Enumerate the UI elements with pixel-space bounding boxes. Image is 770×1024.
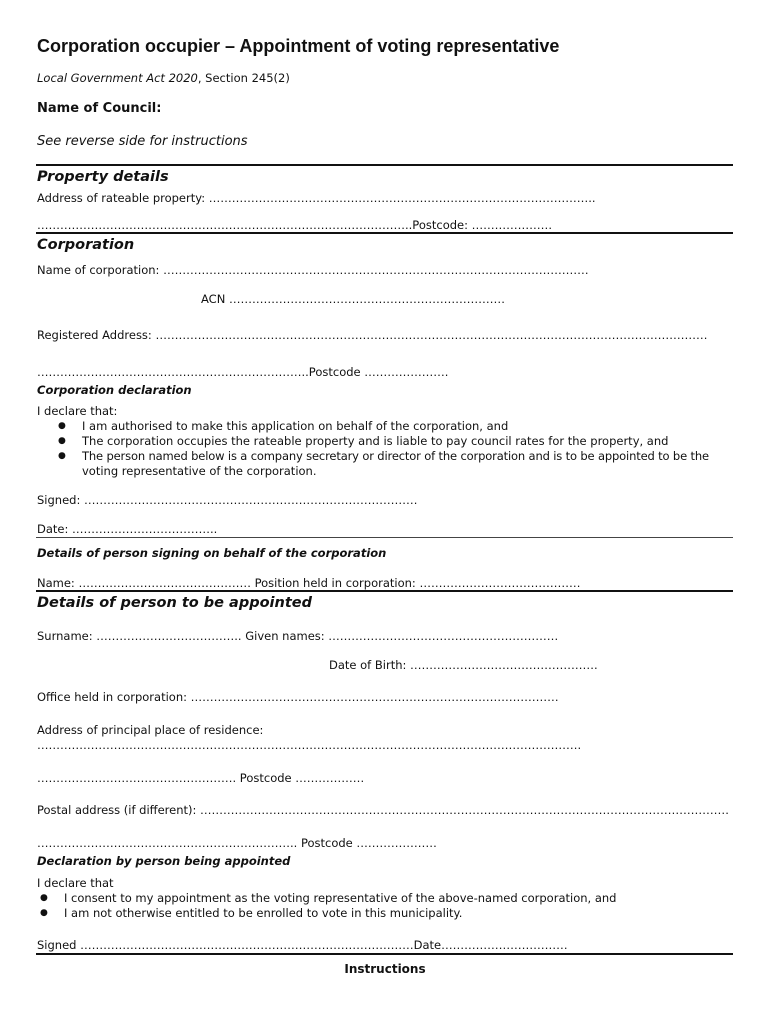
act-reference	[37, 71, 290, 85]
date-of-birth-field[interactable]: Date of Birth: ………………………………………….	[329, 658, 598, 672]
divider	[36, 232, 733, 234]
list-item-continuation	[62, 464, 742, 479]
list-item: ● I consent to my appointment as the voting representative of the above-named corporation, and	[40, 891, 617, 905]
appointee-names-field[interactable]: Surname: ……………………………….. Given names: ……………………………………………………	[37, 629, 559, 643]
bullet-text: I consent to my appointment as the voting representative of the above-named corporation, and	[64, 891, 617, 905]
form-title: Corporation occupier – Appointment of voting representative	[37, 36, 560, 56]
registered-address-field[interactable]: Registered Address: ………………………………………………………………………………………………………………………………	[37, 328, 708, 342]
residence-postcode-field[interactable]: ……………………………………………. Postcode ………………	[37, 771, 365, 785]
list-item: ● The person named below is a company secretary or director of the corporation and is to be appointed to be the	[58, 449, 709, 463]
office-held-field[interactable]: Office held in corporation: ……………………………………………………………………………………	[37, 690, 559, 704]
divider	[36, 537, 733, 538]
appointee-heading: Details of person to be appointed	[37, 595, 312, 611]
appointee-declaration-intro: I declare that	[37, 876, 114, 890]
signer-name-position-field[interactable]: Name: ……………………………………… Position held in corporation: ……………………………………	[37, 576, 581, 590]
appointee-signature-date-field[interactable]: Signed ……………………………………………………………………………Date……………………………	[37, 938, 568, 952]
property-heading: Property details	[37, 169, 169, 185]
signer-heading: Details of person signing on behalf of the corporation	[37, 546, 387, 560]
corporation-heading: Corporation	[37, 237, 135, 253]
instructions-heading: Instructions	[344, 962, 426, 976]
acn-field[interactable]: ACN ………………………………………………………………	[201, 292, 505, 306]
residence-address-field[interactable]: …………………………………………………………………………………………………………………………….	[37, 738, 582, 752]
property-address-field[interactable]: Address of rateable property: ………………………………………………………………………………………..	[37, 191, 596, 205]
corporation-declaration-heading: Corporation declaration	[37, 383, 192, 397]
act-name: Local Government Act 2020	[37, 71, 198, 85]
bullet-text: The corporation occupies the rateable property and is liable to pay council rates for the property, and	[82, 434, 669, 448]
corporation-signature-field[interactable]: Signed: ……………………………………………………………………………	[37, 493, 418, 507]
corporation-name-field[interactable]: Name of corporation: …………………………………………………………………………………………………	[37, 263, 589, 277]
property-address-postcode-field[interactable]: ……………………………………………………………………………………..Postcode: …………………	[37, 218, 553, 232]
corporation-declaration-list	[58, 419, 742, 479]
declaration-intro: I declare that:	[37, 404, 118, 418]
act-section: , Section 245(2)	[197, 71, 290, 85]
bullet-text: The person named below is a company secretary or director of the corporation and is to be appointed to be the	[82, 449, 709, 463]
divider	[36, 590, 733, 592]
appointee-declaration-heading: Declaration by person being appointed	[37, 854, 291, 868]
divider	[36, 953, 733, 955]
council-name-label: Name of Council:	[37, 101, 162, 116]
postal-address-field[interactable]: Postal address (if different): …………………………………………………………………………………………………………………………	[37, 803, 730, 817]
bullet-text: voting representative of the corporation.	[82, 464, 317, 478]
corporation-date-field[interactable]: Date: ………………………………..	[37, 522, 218, 536]
list-item: ● The corporation occupies the rateable property and is liable to pay council rates for the property, and	[58, 434, 669, 448]
residence-label: Address of principal place of residence:	[37, 723, 264, 737]
bullet-text: I am authorised to make this application on behalf of the corporation, and	[82, 419, 509, 433]
registered-postcode-field[interactable]: ……………………………………………………………..Postcode ………………….	[37, 365, 449, 379]
list-item: ● I am not otherwise entitled to be enrolled to vote in this municipality.	[40, 906, 463, 920]
postal-postcode-field[interactable]: ………………………………………………………….. Postcode …………………	[37, 836, 437, 850]
appointee-declaration-list	[40, 891, 734, 921]
bullet-text: I am not otherwise entitled to be enrolled to vote in this municipality.	[64, 906, 463, 920]
reverse-note: See reverse side for instructions	[37, 134, 248, 149]
list-item: ● I am authorised to make this application on behalf of the corporation, and	[58, 419, 509, 433]
divider	[36, 164, 733, 166]
